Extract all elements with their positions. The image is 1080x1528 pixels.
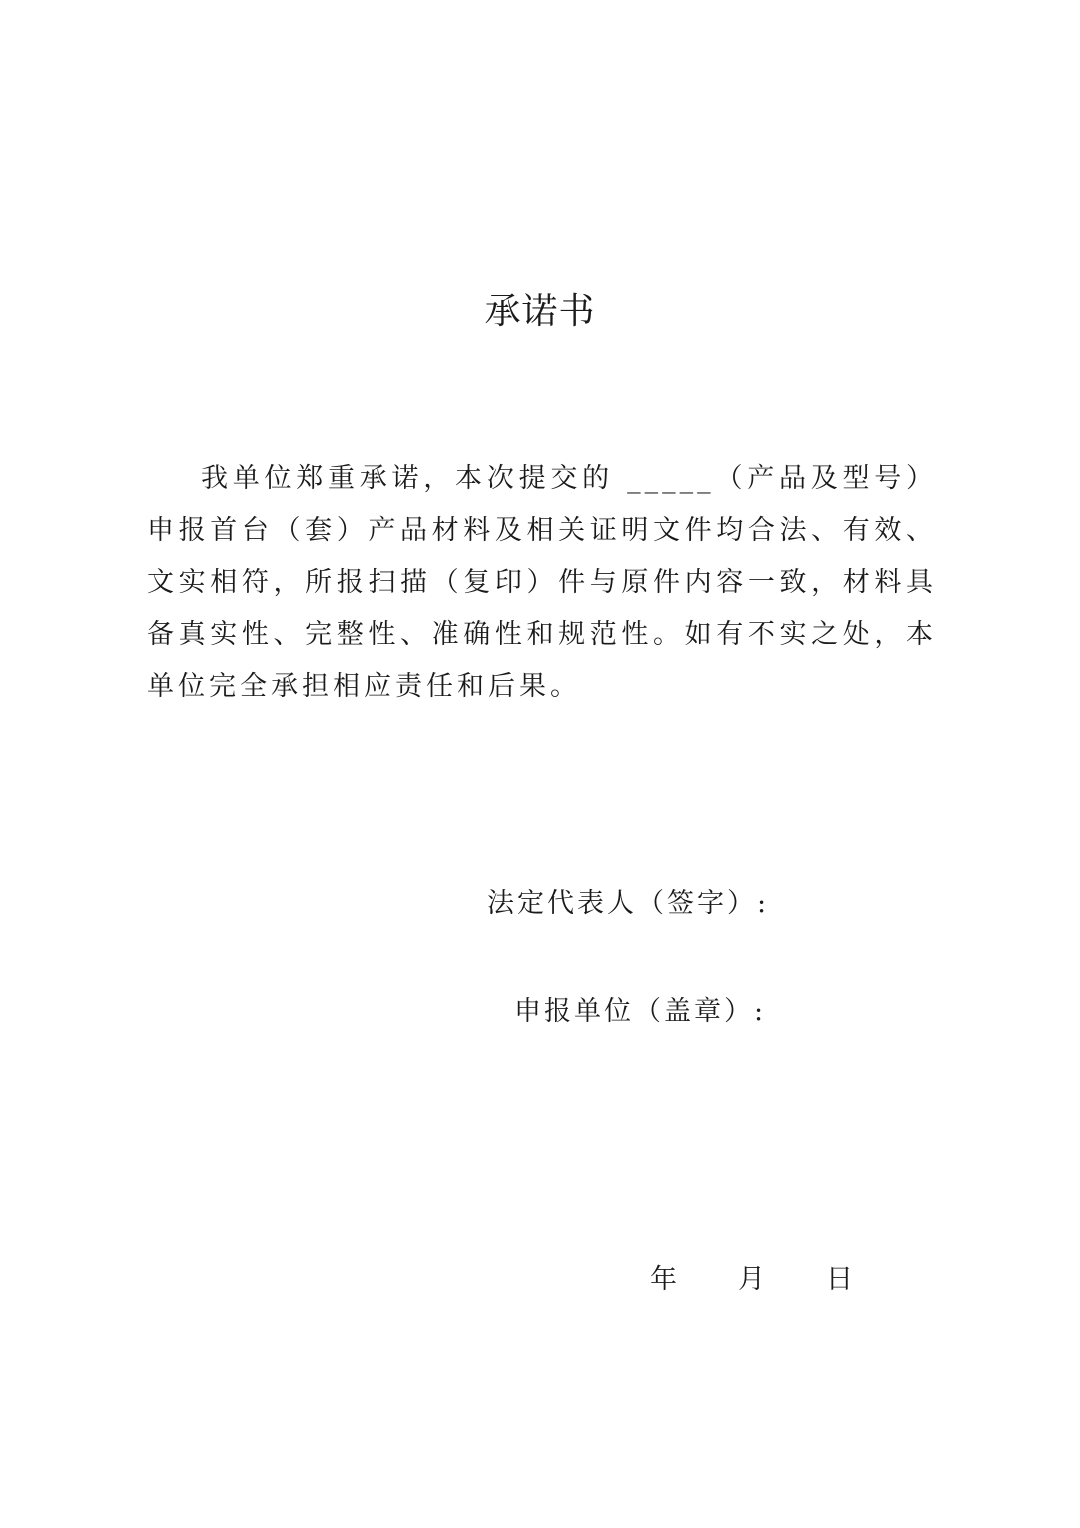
legal-representative-signature-label: 法定代表人（签字）: [487, 888, 770, 919]
applicant-unit-seal-label: 申报单位（盖章）: [514, 996, 767, 1027]
document-title: 承诺书 [484, 291, 596, 332]
commitment-paragraph: 我单位郑重承诺，本次提交的 _____（产品及型号）申报首台（套）产品材料及相关证明文件均合法、有效、文实相符，所报扫描（复印）件与原件内容一致，材料具备真实性、完整性、准确性和规范性。如有不实之处，本单位完全承担相应责任和后果。 [147, 463, 937, 702]
date-line [0, 1260, 1080, 1300]
date-year-label: 年 [650, 1264, 677, 1295]
date-day-label: 日 [826, 1264, 853, 1295]
date-month-label: 月 [738, 1264, 765, 1295]
